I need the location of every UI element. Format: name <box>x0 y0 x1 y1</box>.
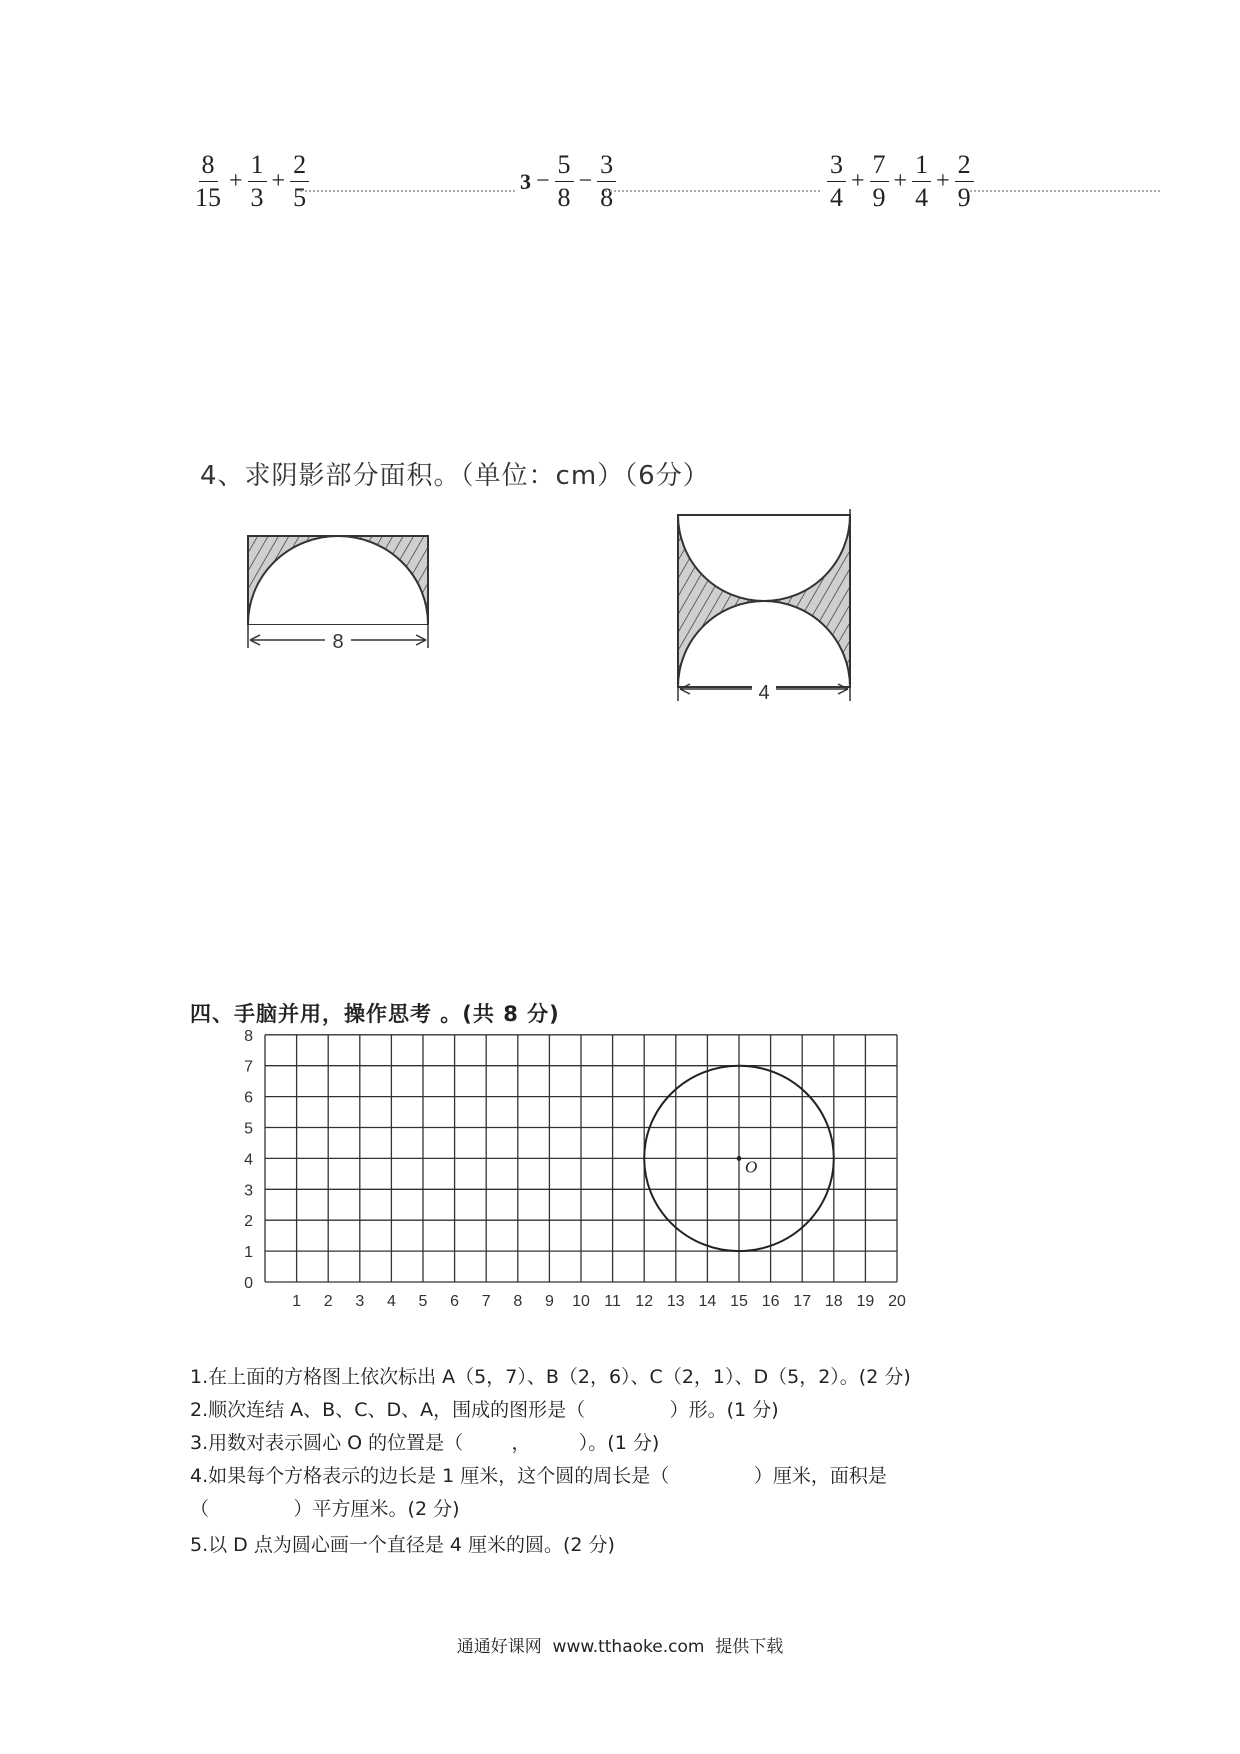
numerator: 3 <box>827 152 846 182</box>
x-axis-label: 7 <box>481 1293 491 1310</box>
y-axis-label: 1 <box>244 1244 253 1262</box>
denominator: 3 <box>250 183 264 212</box>
expression-3 <box>825 152 976 211</box>
x-axis-label: 12 <box>635 1293 654 1310</box>
coordinate-grid <box>0 1027 960 1340</box>
figure-2-dimension: 4 <box>758 682 770 704</box>
x-axis-label: 18 <box>824 1293 843 1310</box>
expression-2 <box>520 152 618 211</box>
denominator: 8 <box>600 183 614 212</box>
fraction <box>192 152 224 211</box>
operator: + <box>229 168 243 194</box>
center-label: O <box>745 1157 758 1177</box>
x-axis-label: 15 <box>730 1293 748 1310</box>
y-axis-label: 2 <box>244 1213 253 1231</box>
denominator: 15 <box>195 183 221 212</box>
x-axis-label: 11 <box>604 1293 621 1310</box>
question-2: 2.顺次连结 A、B、C、D、A，围成的图形是（ ）形。(1 分) <box>190 1399 779 1421</box>
denominator: 4 <box>830 183 843 212</box>
answer-dots-1 <box>300 190 515 192</box>
shaded-figure-2 <box>668 505 858 705</box>
y-axis-label: 6 <box>244 1089 253 1107</box>
shaded-figure-1 <box>240 530 440 655</box>
operator: + <box>936 168 950 194</box>
y-axis-label: 8 <box>244 1027 253 1045</box>
fraction <box>955 152 974 211</box>
denominator: 5 <box>293 183 307 212</box>
answer-dots-3 <box>970 190 1160 192</box>
denominator: 8 <box>557 183 571 212</box>
numerator: 2 <box>290 152 309 182</box>
y-axis-label: 5 <box>244 1120 253 1138</box>
denominator: 4 <box>915 183 929 212</box>
y-axis-label: 7 <box>244 1058 253 1076</box>
numerator: 1 <box>912 152 931 182</box>
denominator: 9 <box>872 183 886 212</box>
question-4: 4.如果每个方格表示的边长是 1 厘米，这个圆的周长是（ ）厘米，面积是 <box>190 1465 887 1487</box>
y-axis-label: 0 <box>244 1275 253 1292</box>
answer-dots-2 <box>605 190 820 192</box>
x-axis-label: 13 <box>666 1293 685 1310</box>
numerator: 1 <box>248 152 267 182</box>
numerator: 5 <box>555 152 574 182</box>
operator: + <box>893 168 908 194</box>
x-axis-label: 6 <box>450 1293 460 1310</box>
x-axis-label: 17 <box>793 1293 812 1310</box>
numerator: 2 <box>955 152 974 182</box>
operator: − <box>578 168 593 194</box>
x-axis-label: 1 <box>292 1293 302 1310</box>
y-axis-label: 4 <box>244 1151 253 1169</box>
fraction <box>597 152 616 211</box>
question-4-heading: 4、求阴影部分面积。（单位：cm）（6分） <box>200 461 710 491</box>
x-axis-label: 4 <box>386 1293 396 1310</box>
question-1: 1.在上面的方格图上依次标出 A（5，7）、B（2，6）、C（2，1）、D（5，2）。(2 分) <box>190 1366 911 1388</box>
x-axis-label: 19 <box>856 1293 875 1310</box>
expression-1 <box>190 152 311 211</box>
y-axis-label: 3 <box>244 1182 253 1200</box>
whole-number: 3 <box>520 168 531 194</box>
question-4-continued: （ ）平方厘米。(2 分) <box>190 1498 460 1520</box>
fraction <box>290 152 309 211</box>
denominator: 9 <box>957 183 971 212</box>
x-axis-label: 5 <box>418 1293 428 1310</box>
fraction <box>555 152 574 211</box>
operator: + <box>271 168 286 194</box>
fraction <box>248 152 267 211</box>
operator: − <box>536 168 550 194</box>
section-4-heading: 四、手脑并用，操作思考 。(共 8 分) <box>190 1002 560 1026</box>
operator: + <box>851 168 865 194</box>
x-axis-label: 14 <box>698 1293 717 1310</box>
x-axis-label: 3 <box>355 1293 365 1310</box>
fraction <box>870 152 889 211</box>
numerator: 7 <box>870 152 889 182</box>
x-axis-label: 8 <box>513 1293 523 1310</box>
x-axis-label: 20 <box>888 1293 906 1310</box>
x-axis-label: 9 <box>544 1293 554 1310</box>
numerator: 3 <box>597 152 616 182</box>
fraction <box>912 152 931 211</box>
x-axis-label: 16 <box>761 1293 780 1310</box>
center-point <box>737 1156 742 1161</box>
figure-1-dimension: 8 <box>332 631 344 653</box>
footer-credit: 通通好课网 www.tthaoke.com 提供下载 <box>456 1637 784 1657</box>
numerator: 8 <box>199 152 218 182</box>
question-5: 5.以 D 点为圆心画一个直径是 4 厘米的圆。(2 分) <box>190 1534 615 1556</box>
fraction <box>827 152 846 211</box>
x-axis-label: 10 <box>572 1293 590 1310</box>
question-3: 3.用数对表示圆心 O 的位置是（ ， ）。(1 分) <box>190 1432 660 1454</box>
x-axis-label: 2 <box>323 1293 333 1310</box>
